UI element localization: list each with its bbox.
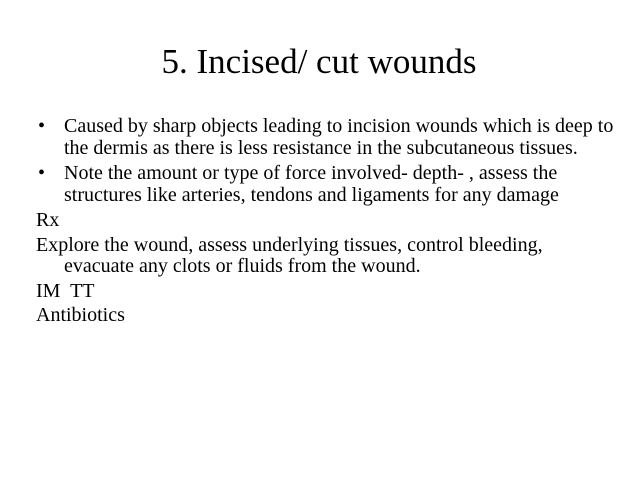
treatment-line: IM TT: [36, 279, 95, 302]
slide-title: 5. Incised/ cut wounds: [161, 42, 477, 81]
bullet-item: [36, 163, 616, 206]
treatment-line: Antibiotics: [36, 304, 125, 326]
bullet-marker: •: [38, 162, 46, 184]
bullet-item: [36, 116, 616, 159]
bullet-text: Note the amount or type of force involved- depth- , assess the structures like arteries, tendons and ligaments for any damage: [64, 162, 559, 206]
treatment-heading: Rx: [36, 209, 60, 231]
slide-body: [36, 116, 616, 330]
treatment-line: Explore the wound, assess underlying tissues, control bleeding, evacuate any clots or fluids from the wound.: [36, 233, 543, 277]
bullet-text: Caused by sharp objects leading to incision wounds which is deep to the dermis as there is less resistance in the subcutaneous tissues.: [64, 115, 614, 159]
bullet-marker: •: [38, 115, 46, 137]
